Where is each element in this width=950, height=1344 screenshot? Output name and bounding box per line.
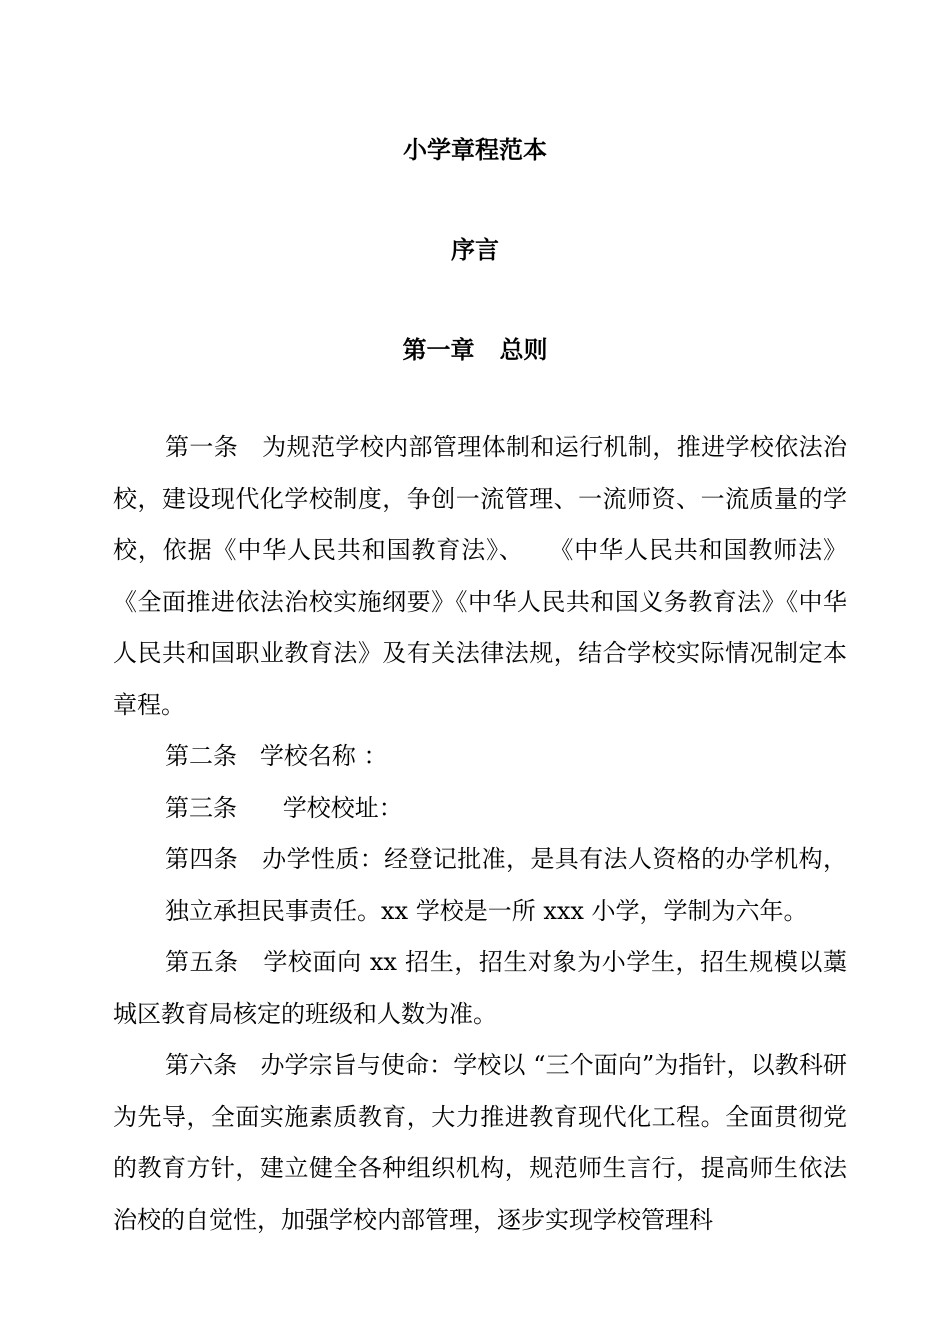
article-4-paragraph: 第四条 办学性质：经登记批准，是具有法人资格的办学机构，独立承担民事责任。xx 学校是一所 xxx 小学，学制为六年。 [165, 845, 847, 925]
article-1-paragraph: 第一条 为规范学校内部管理体制和运行机制，推进学校依法治校，建设现代化学校制度，争创一流管理、一流师资、一流质量的学校，依据《中华人民共和国教育法》、 《中华人民共和国教师法》《全面推进依法治校实施纲要》《中华人民共和国义务教育法》《中华人民共和国职业教育法》及有关法律法规，结合学校实际情况制定本章程。 [113, 433, 847, 719]
article-3-paragraph: 第三条 学校校址： [165, 793, 403, 822]
chapter-heading: 第一章 总则 [402, 335, 548, 364]
article-2-paragraph: 第二条 学校名称 ： [165, 742, 388, 770]
document-title: 小学章程范本 [403, 135, 547, 164]
article-6-paragraph: 第六条 办学宗旨与使命：学校以 “三个面向”为指针，以教科研为先导，全面实施素质教育，大力推进教育现代化工程。全面贯彻党的教育方针，建立健全各种组织机构，规范师生言行，提高师生依法治校的自觉性，加强学校内部管理，逐步实现学校管理科 [113, 1051, 847, 1234]
preface-heading: 序言 [451, 235, 499, 264]
article-5-paragraph: 第五条 学校面向 xx 招生，招生对象为小学生，招生规模以藁城区教育局核定的班级和人数为准。 [113, 948, 847, 1028]
chapter-body [113, 422, 847, 1246]
